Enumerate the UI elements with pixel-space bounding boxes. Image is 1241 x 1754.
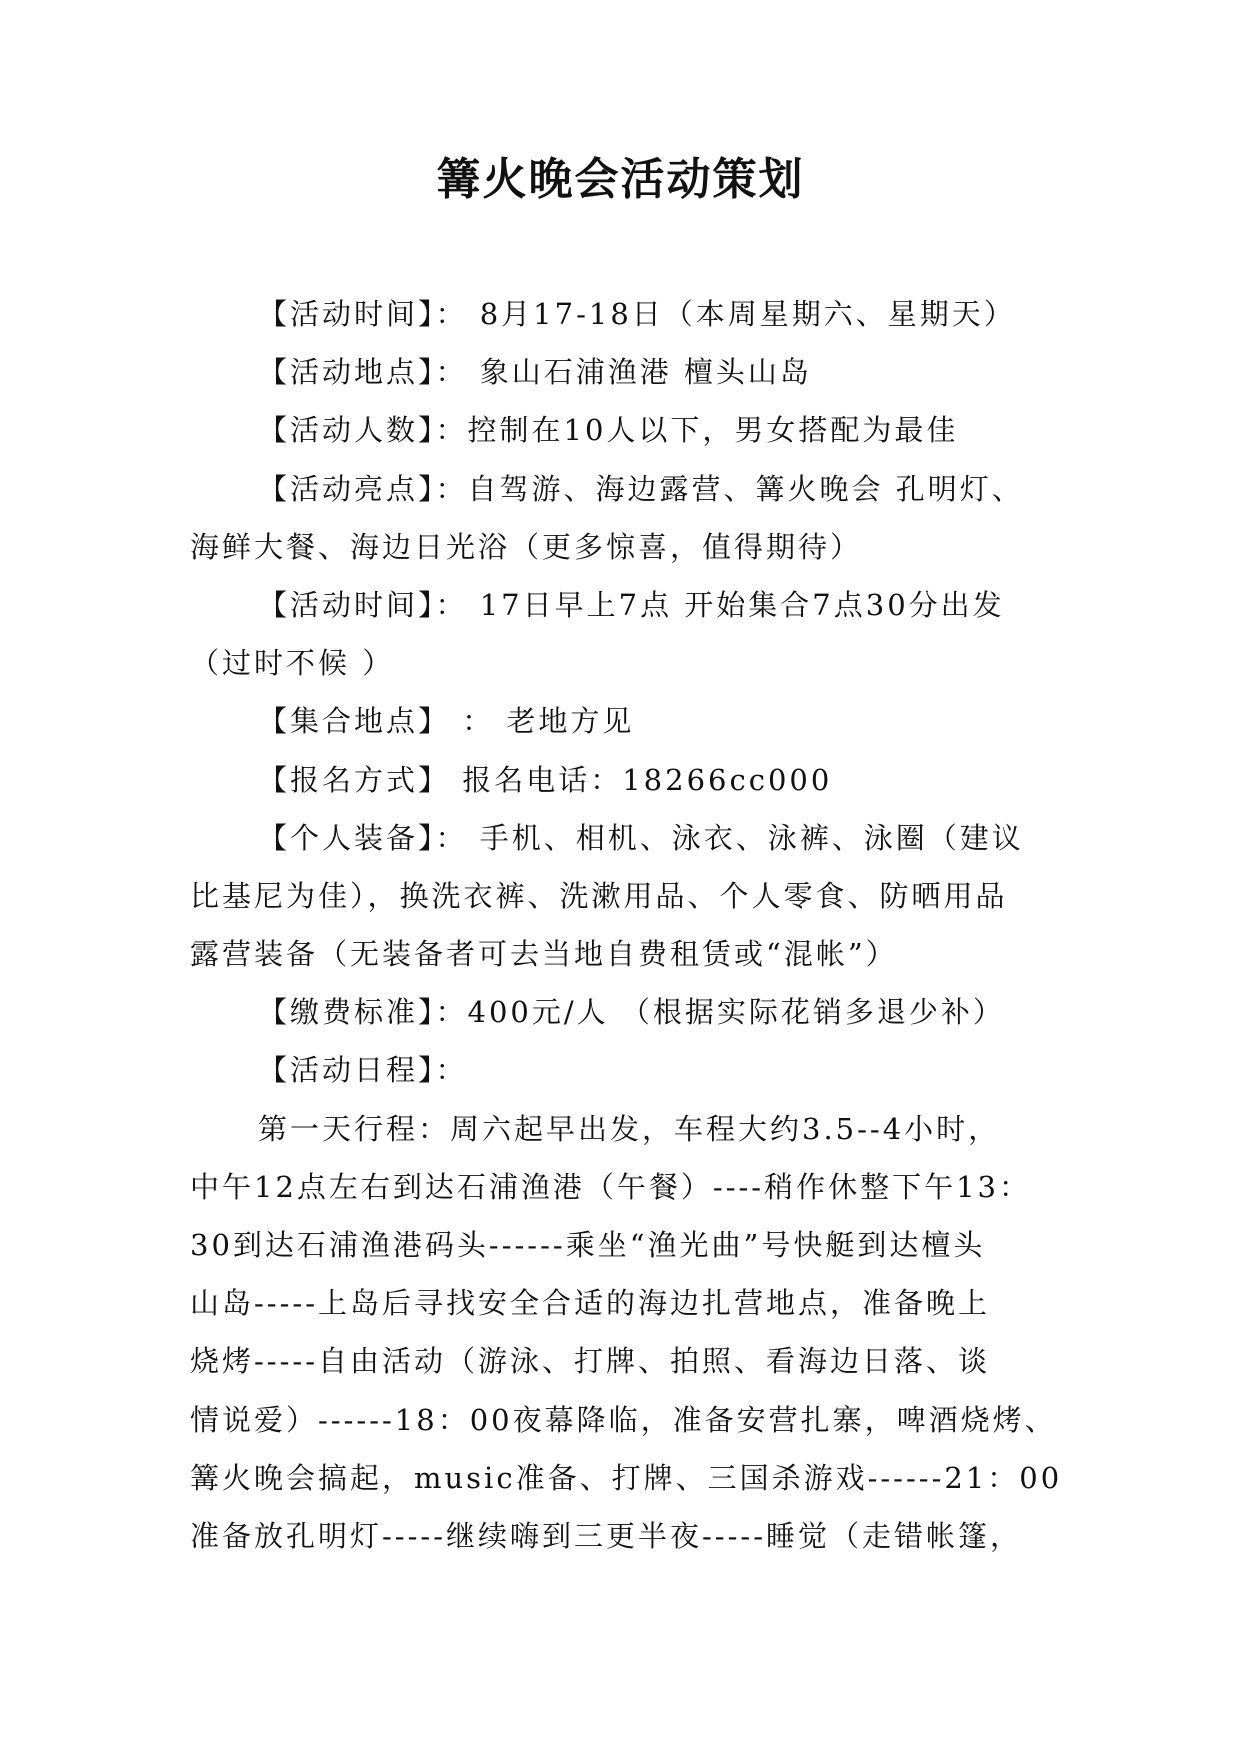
body-line: 【活动人数】：控制在10人以下，男女搭配为最佳 [258, 413, 959, 448]
body-line: 【活动日程】： [258, 1053, 468, 1088]
body-line: 海鲜大餐、海边日光浴（更多惊喜，值得期待） [190, 529, 863, 564]
body-line: 30到达石浦渔港码头------乘坐“渔光曲”号快艇到达檀头 [190, 1228, 986, 1262]
body-line: 【报名方式】 报名电话：18266cc000 [258, 762, 833, 797]
document-title: 篝火晚会活动策划 [436, 154, 805, 205]
body-line: 中午12点左右到达石浦渔港（午餐）----稍作休整下午13： [190, 1169, 1031, 1204]
body-line: 第一天行程：周六起早出发，车程大约3.5--4小时， [258, 1111, 1001, 1146]
body-line: 烧烤-----自由活动（游泳、打牌、拍照、看海边日落、谈 [190, 1344, 990, 1379]
body-line: 【活动时间】： 8月17-18日（本周星期六、星期天） [258, 297, 1016, 331]
body-line: 【活动地点】： 象山石浦渔港 檀头山岛 [258, 355, 812, 390]
body-line: （过时不候 ） [190, 646, 395, 681]
body-line: 准备放孔明灯-----继续嗨到三更半夜-----睡觉（走错帐篷， [190, 1518, 1022, 1553]
body-line: 【活动亮点】：自驾游、海边露营、篝火晚会 孔明灯、 [258, 471, 1024, 506]
body-line: 露营装备（无装备者可去当地自费租赁或“混帐”） [190, 937, 898, 972]
body-line: 篝火晚会搞起，music准备、打牌、三国杀游戏------21：00 [190, 1460, 1063, 1495]
body-line: 【活动时间】： 17日早上7点 开始集合7点30分出发 [258, 587, 1005, 622]
body-line: 【个人装备】： 手机、相机、泳衣、泳裤、泳圈（建议 [258, 820, 1024, 855]
body-line: 山岛-----上岛后寻找安全合适的海边扎营地点，准备晚上 [190, 1286, 990, 1321]
body-line: 【集合地点】 ： 老地方见 [258, 704, 635, 739]
body-line: 【缴费标准】：400元/人 （根据实际花销多退少补） [258, 995, 1005, 1030]
body-line: 情说爱）------18：00夜幕降临，准备安营扎寨，啤酒烧烤、 [190, 1402, 1057, 1437]
document-body [190, 285, 1070, 1565]
body-line: 比基尼为佳），换洗衣裤、洗漱用品、个人零食、防晒用品 [190, 878, 1008, 913]
